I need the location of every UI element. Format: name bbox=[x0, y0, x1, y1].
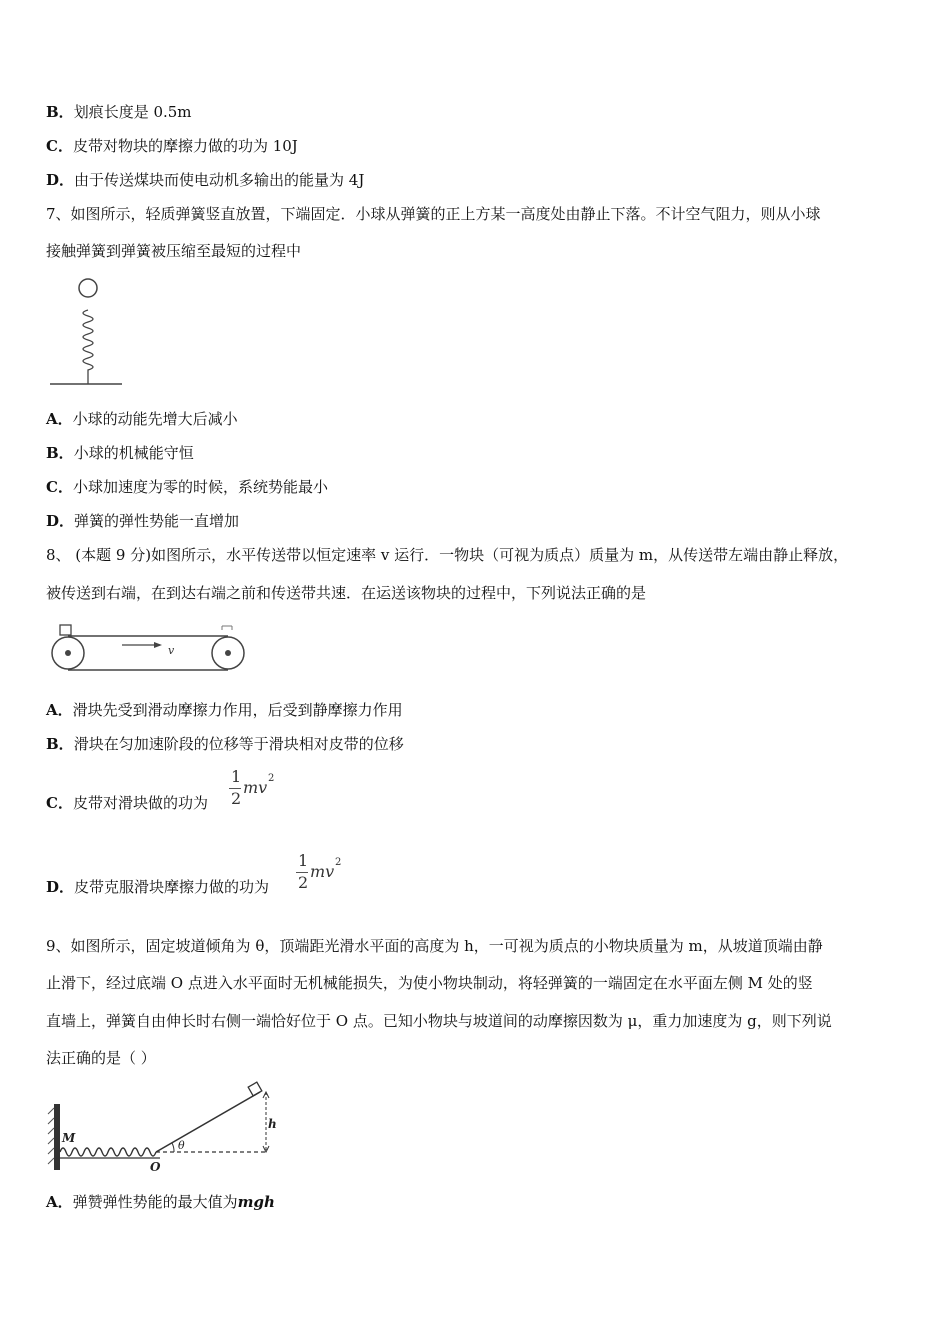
option-text: 皮带克服滑块摩擦力做的功为 bbox=[74, 878, 270, 896]
label-h: h bbox=[268, 1117, 277, 1131]
q7-option-b bbox=[46, 443, 194, 463]
option-text: 弹簧的弹性势能一直增加 bbox=[74, 512, 240, 530]
option-letter: C． bbox=[46, 478, 73, 496]
q8-stem-line2: 被传送到右端，在到达右端之前和传送带共速．在运送该物块的过程中，下列说法正确的是 bbox=[46, 584, 647, 602]
option-letter: B． bbox=[46, 103, 74, 121]
wall bbox=[54, 1104, 60, 1170]
formula-denominator: 2 bbox=[298, 873, 309, 892]
q8-option-c bbox=[46, 793, 208, 813]
small-block bbox=[248, 1082, 262, 1096]
pulley-right-axle bbox=[225, 650, 231, 656]
q6-option-c bbox=[46, 136, 298, 156]
option-letter: A． bbox=[46, 410, 73, 428]
q8-stem-line1: 8、 (本题 9 分)如图所示，水平传送带以恒定速率 v 运行．一物块（可视为质点）质量为 m，从传送带左端由静止释放， bbox=[46, 546, 849, 564]
block-right-outline bbox=[222, 626, 232, 630]
option-letter: A． bbox=[46, 701, 73, 719]
option-text: 皮带对滑块做的功为 bbox=[72, 794, 208, 812]
q8-option-d bbox=[46, 877, 269, 897]
q8-option-a bbox=[46, 700, 403, 720]
formula-expression: mv bbox=[243, 778, 268, 797]
q7-option-c bbox=[46, 477, 328, 497]
ball bbox=[79, 279, 97, 297]
wall-hatching bbox=[48, 1108, 54, 1164]
option-letter: C． bbox=[46, 794, 73, 812]
option-letter: A． bbox=[46, 1193, 73, 1211]
option-letter: D． bbox=[46, 878, 75, 896]
q9-stem-line1: 9、如图所示，固定坡道倾角为 θ，顶端距光滑水平面的高度为 h，一可视为质点的小物块质量为 m，从坡道顶端由静 bbox=[46, 937, 823, 955]
q7-stem-line1: 7、如图所示，轻质弹簧竖直放置，下端固定．小球从弹簧的正上方某一高度处由静止下落。不计空气阻力，则从小球 bbox=[46, 205, 821, 223]
q6-option-b bbox=[46, 102, 192, 122]
label-m: M bbox=[62, 1131, 76, 1145]
q9-stem-line4: 法正确的是（ ） bbox=[46, 1049, 156, 1067]
spring-ball-figure bbox=[46, 274, 126, 390]
option-letter: B． bbox=[46, 735, 74, 753]
q6-option-d bbox=[46, 170, 364, 190]
block-left bbox=[60, 625, 71, 635]
label-o: O bbox=[150, 1160, 161, 1174]
option-letter: D． bbox=[46, 512, 75, 530]
q9-stem-line2: 止滑下，经过底端 O 点进入水平面时无机械能损失，为使小物块制动，将轻弹簧的一端固定在水平面左侧 M 处的竖 bbox=[46, 974, 813, 992]
q7-option-a bbox=[46, 409, 238, 429]
incline-spring-figure bbox=[46, 1080, 278, 1176]
horizontal-spring bbox=[60, 1148, 156, 1156]
velocity-label: v bbox=[168, 644, 175, 657]
formula-exponent: 2 bbox=[335, 857, 342, 868]
option-text: 皮带对物块的摩擦力做的功为 10J bbox=[72, 137, 298, 155]
option-text: 弹赞弹性势能的最大值为 bbox=[72, 1193, 238, 1211]
pulley-left-axle bbox=[65, 650, 71, 656]
vertical-spring bbox=[83, 310, 93, 384]
formula-expression: mv bbox=[310, 862, 335, 881]
q7-stem-line2: 接触弹簧到弹簧被压缩至最短的过程中 bbox=[46, 242, 302, 260]
velocity-arrowhead bbox=[154, 642, 162, 648]
q9-stem-line3: 直墙上，弹簧自由伸长时右侧一端恰好位于 O 点。已知小物块与坡道间的动摩擦因数为 μ，重力加速度为 g，则下列说 bbox=[46, 1012, 832, 1030]
angle-arc bbox=[172, 1143, 174, 1152]
option-text: 滑块先受到滑动摩擦力作用，后受到静摩擦力作用 bbox=[72, 701, 403, 719]
conveyor-belt-figure bbox=[46, 618, 248, 674]
option-letter: C． bbox=[46, 137, 73, 155]
option-text: 划痕长度是 0.5m bbox=[73, 103, 192, 121]
option-text: 小球的机械能守恒 bbox=[73, 444, 194, 462]
option-math: mgh bbox=[237, 1193, 275, 1211]
formula-numerator: 1 bbox=[231, 767, 242, 786]
option-letter: D． bbox=[46, 171, 75, 189]
option-letter: B． bbox=[46, 444, 74, 462]
option-text: 由于传送煤块而使电动机多输出的能量为 4J bbox=[74, 171, 365, 189]
q8-option-b bbox=[46, 734, 404, 754]
incline bbox=[156, 1092, 260, 1152]
option-text: 滑块在匀加速阶段的位移等于滑块相对皮带的位移 bbox=[73, 735, 404, 753]
label-theta: θ bbox=[178, 1139, 185, 1152]
q9-option-a bbox=[46, 1192, 275, 1212]
option-text: 小球加速度为零的时候，系统势能最小 bbox=[72, 478, 328, 496]
formula-denominator: 2 bbox=[231, 789, 242, 808]
formula-numerator: 1 bbox=[298, 851, 309, 870]
formula-exponent: 2 bbox=[268, 773, 275, 784]
q7-option-d bbox=[46, 511, 239, 531]
option-text: 小球的动能先增大后减小 bbox=[72, 410, 238, 428]
